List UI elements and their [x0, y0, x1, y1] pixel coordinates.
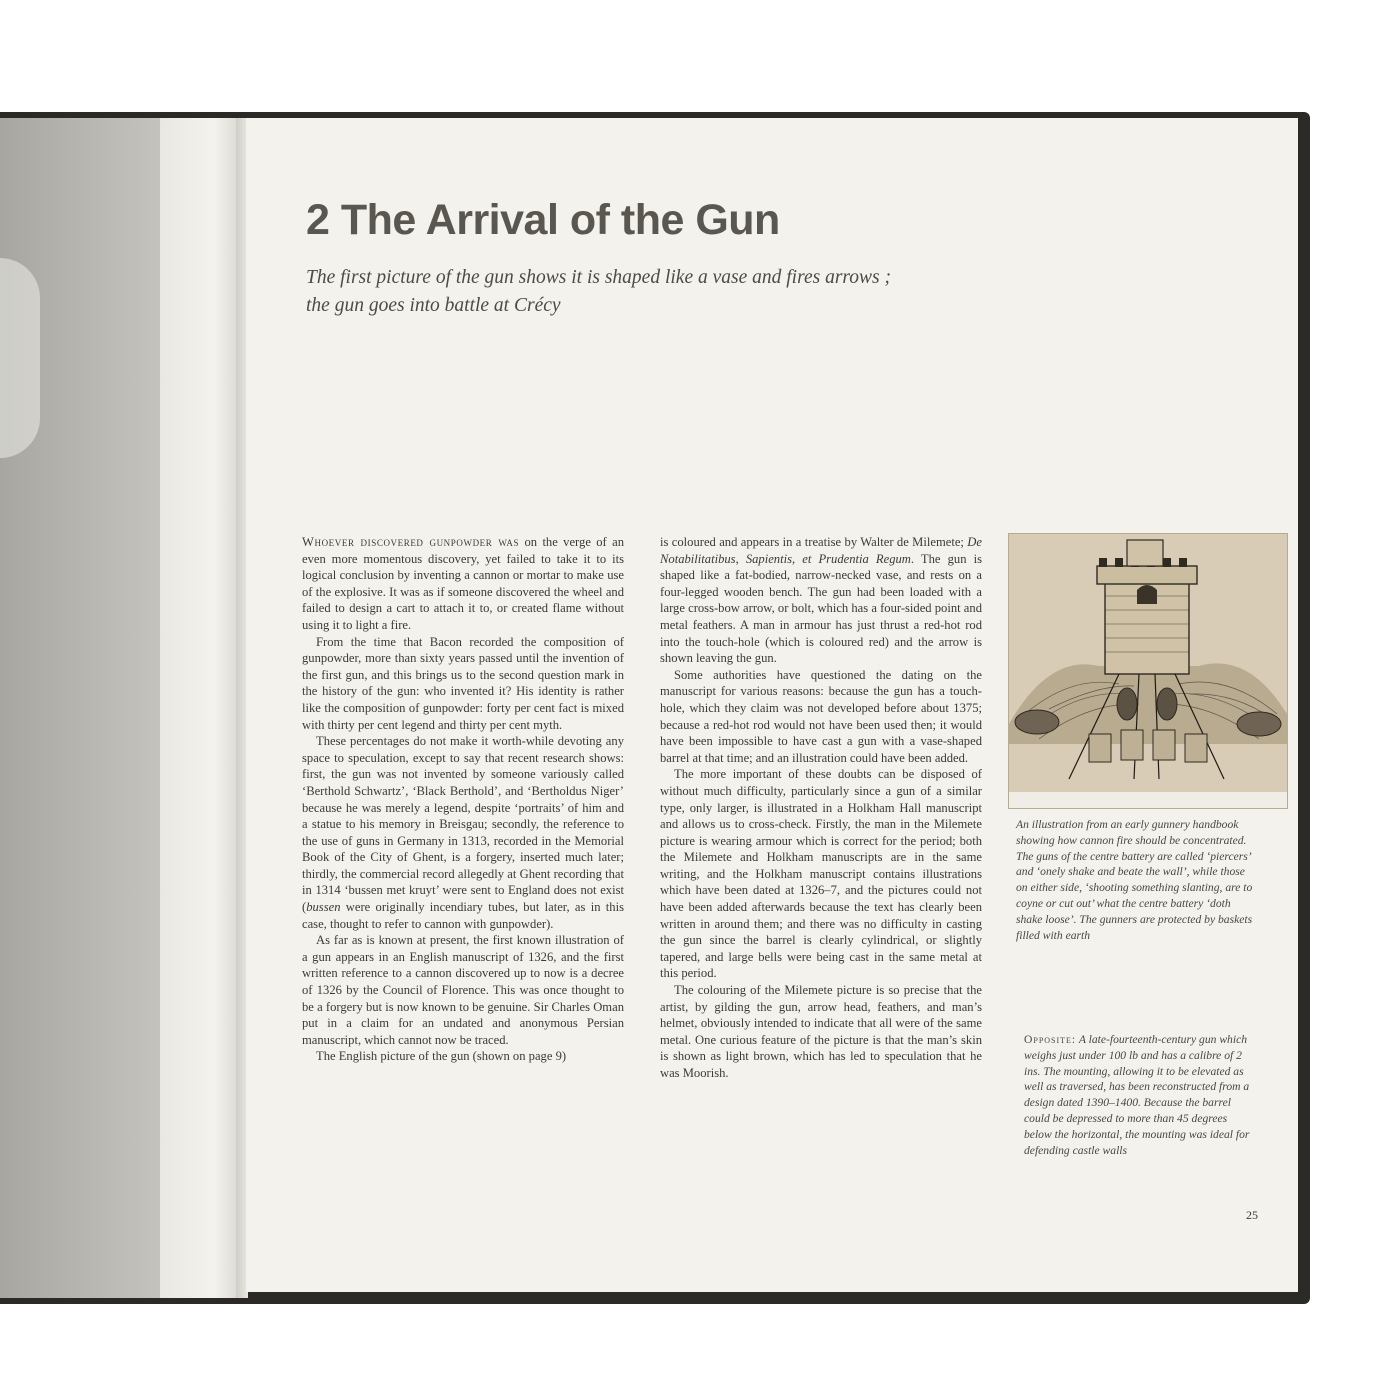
text-column-1	[302, 534, 624, 1065]
lead-in-smallcaps: Whoever discovered gunpowder was	[302, 535, 520, 549]
chapter-subtitle	[306, 264, 966, 320]
paragraph: From the time that Bacon recorded the composition of gunpowder, more than sixty years passed until the invention of the first gun, and this brings us to the second question mark in the history of the gun: who invented it? His identity is rather like the composition of gunpowder: forty per cent fact is mixed with thirty per cent legend and thirty per cent myth.	[302, 634, 624, 732]
chapter-title: 2 The Arrival of the Gun	[306, 196, 780, 244]
woodcut-illustration	[1008, 533, 1288, 809]
paragraph: As far as is known at present, the first known illustration of a gun appears in an English manuscript of 1326, and the first written reference to a cannon discovered up to now is a decree of 1326 by the Council of Florence. This was once thought to be a forgery but is now known to be genuine. Sir Charles Oman put in a claim for an undated and anonymous Persian manuscript, which cannot now be traced.	[302, 933, 624, 1047]
left-page-margin	[160, 118, 238, 1298]
paragraph: Whoever discovered gunpowder was on the verge of an even more momentous discovery, yet failed to take it to its logical conclusion by inventing a cannon or mortar to make use of the explosive. It was as if someone discovered the wheel and failed to design a cart to attach it to, or created flame without using it to light a fire.	[302, 535, 624, 632]
paragraph: Some authorities have questioned the dating on the manuscript for various reasons: because the gun has a touch-hole, which they claim was not developed before about 1375; because a red-hot rod would not have been used then; it would have been impossible to have cast a gun with a vase-shaped barrel at that time; and an illustration could have been added.	[660, 667, 982, 765]
paragraph: is coloured and appears in a treatise by Walter de Milemete; De Notabilitatibus, Sapientis, et Prudentia Regum. The gun is shaped like a fat-bodied, narrow-necked vase, and rests on a four-legged wooden bench. The gun had been loaded with a large cross-bow arrow, or bolt, which has a four-sided point and metal feathers. A man in armour has just thrust a red-hot rod into the touch-hole (which is coloured red) and the arrow is shown leaving the gun.	[660, 535, 982, 666]
opposite-label: Opposite:	[1024, 1033, 1077, 1046]
opposite-caption: Opposite: A late-fourteenth-century gun which weighs just under 100 lb and has a calibre of 2 ins. The mounting, allowing it to be elevated as well as traversed, has been reconstructed from a design dated 1390–1400. Because the barrel could be depressed to more than 45 degrees below the horizontal, the mounting was ideal for defending castle walls	[1024, 1033, 1250, 1157]
photo-highlight	[0, 258, 40, 458]
text-column-2	[660, 534, 982, 1082]
subtitle-line-2: the gun goes into battle at Crécy	[306, 295, 561, 316]
paragraph: The more important of these doubts can be disposed of without much difficulty, particularly since a gun of a similar type, only larger, is illustrated in a Holkham Hall manuscript and allows us to cross-check. Firstly, the man in the Milemete picture is wearing armour which is correct for the period; both the Milemete and Holkham manuscripts are in the same writing, and the Holkham manuscript contains illustrations which have been dated at 1326–7, and the pictures could not have been added afterwards because the text has clearly been written in around them; and there was no difficulty in casting the gun since the barrel is clearly cylindrical, or slightly tapered, and large bells were being cast in the same metal at this period.	[660, 767, 982, 981]
subtitle-line-1: The first picture of the gun shows it is shaped like a vase and fires arrows ;	[306, 267, 891, 288]
page-number: 25	[1246, 1208, 1258, 1222]
woodcut-caption: An illustration from an early gunnery handbook showing how cannon fire should be concentrated. The guns of the centre battery are called ‘piercers’ and ‘onely shake and beate the wall’, while those on either side, ‘shooting something slanting, are to coyne or cut out’ what the centre battery ‘doth shake loose’. The gunners are protected by baskets filled with earth	[1016, 818, 1253, 942]
paragraph: The colouring of the Milemete picture is so precise that the artist, by gilding the gun, arrow head, feathers, and man’s helmet, obviously intended to indicate that all were of the same metal. One curious feature of the picture is that the man’s skin is shown as light brown, which has led to speculation that he was Moorish.	[660, 983, 982, 1080]
paragraph: These percentages do not make it worth-while devoting any space to speculation, except to say that recent research shows: first, the gun was not invented by someone variously called ‘Berthold Schwartz’, ‘Black Berthold’, and ‘Bertholdus Niger’ because he was merely a legend, despite ‘portraits’ of him and a statue to his memory in Breisgau; secondly, the reference to the use of guns in Germany in 1313, recorded in the Memorial Book of the City of Ghent, is a forgery, inserted much later; thirdly, the commercial record allegedly at Ghent recording that in 1314 ‘bussen met kruyt’ were sent to England does not exist (bussen were originally incendiary tubes, but later, as in this case, thought to refer to cannon with gunpowder).	[302, 734, 624, 931]
paragraph: The English picture of the gun (shown on page 9)	[316, 1049, 567, 1064]
